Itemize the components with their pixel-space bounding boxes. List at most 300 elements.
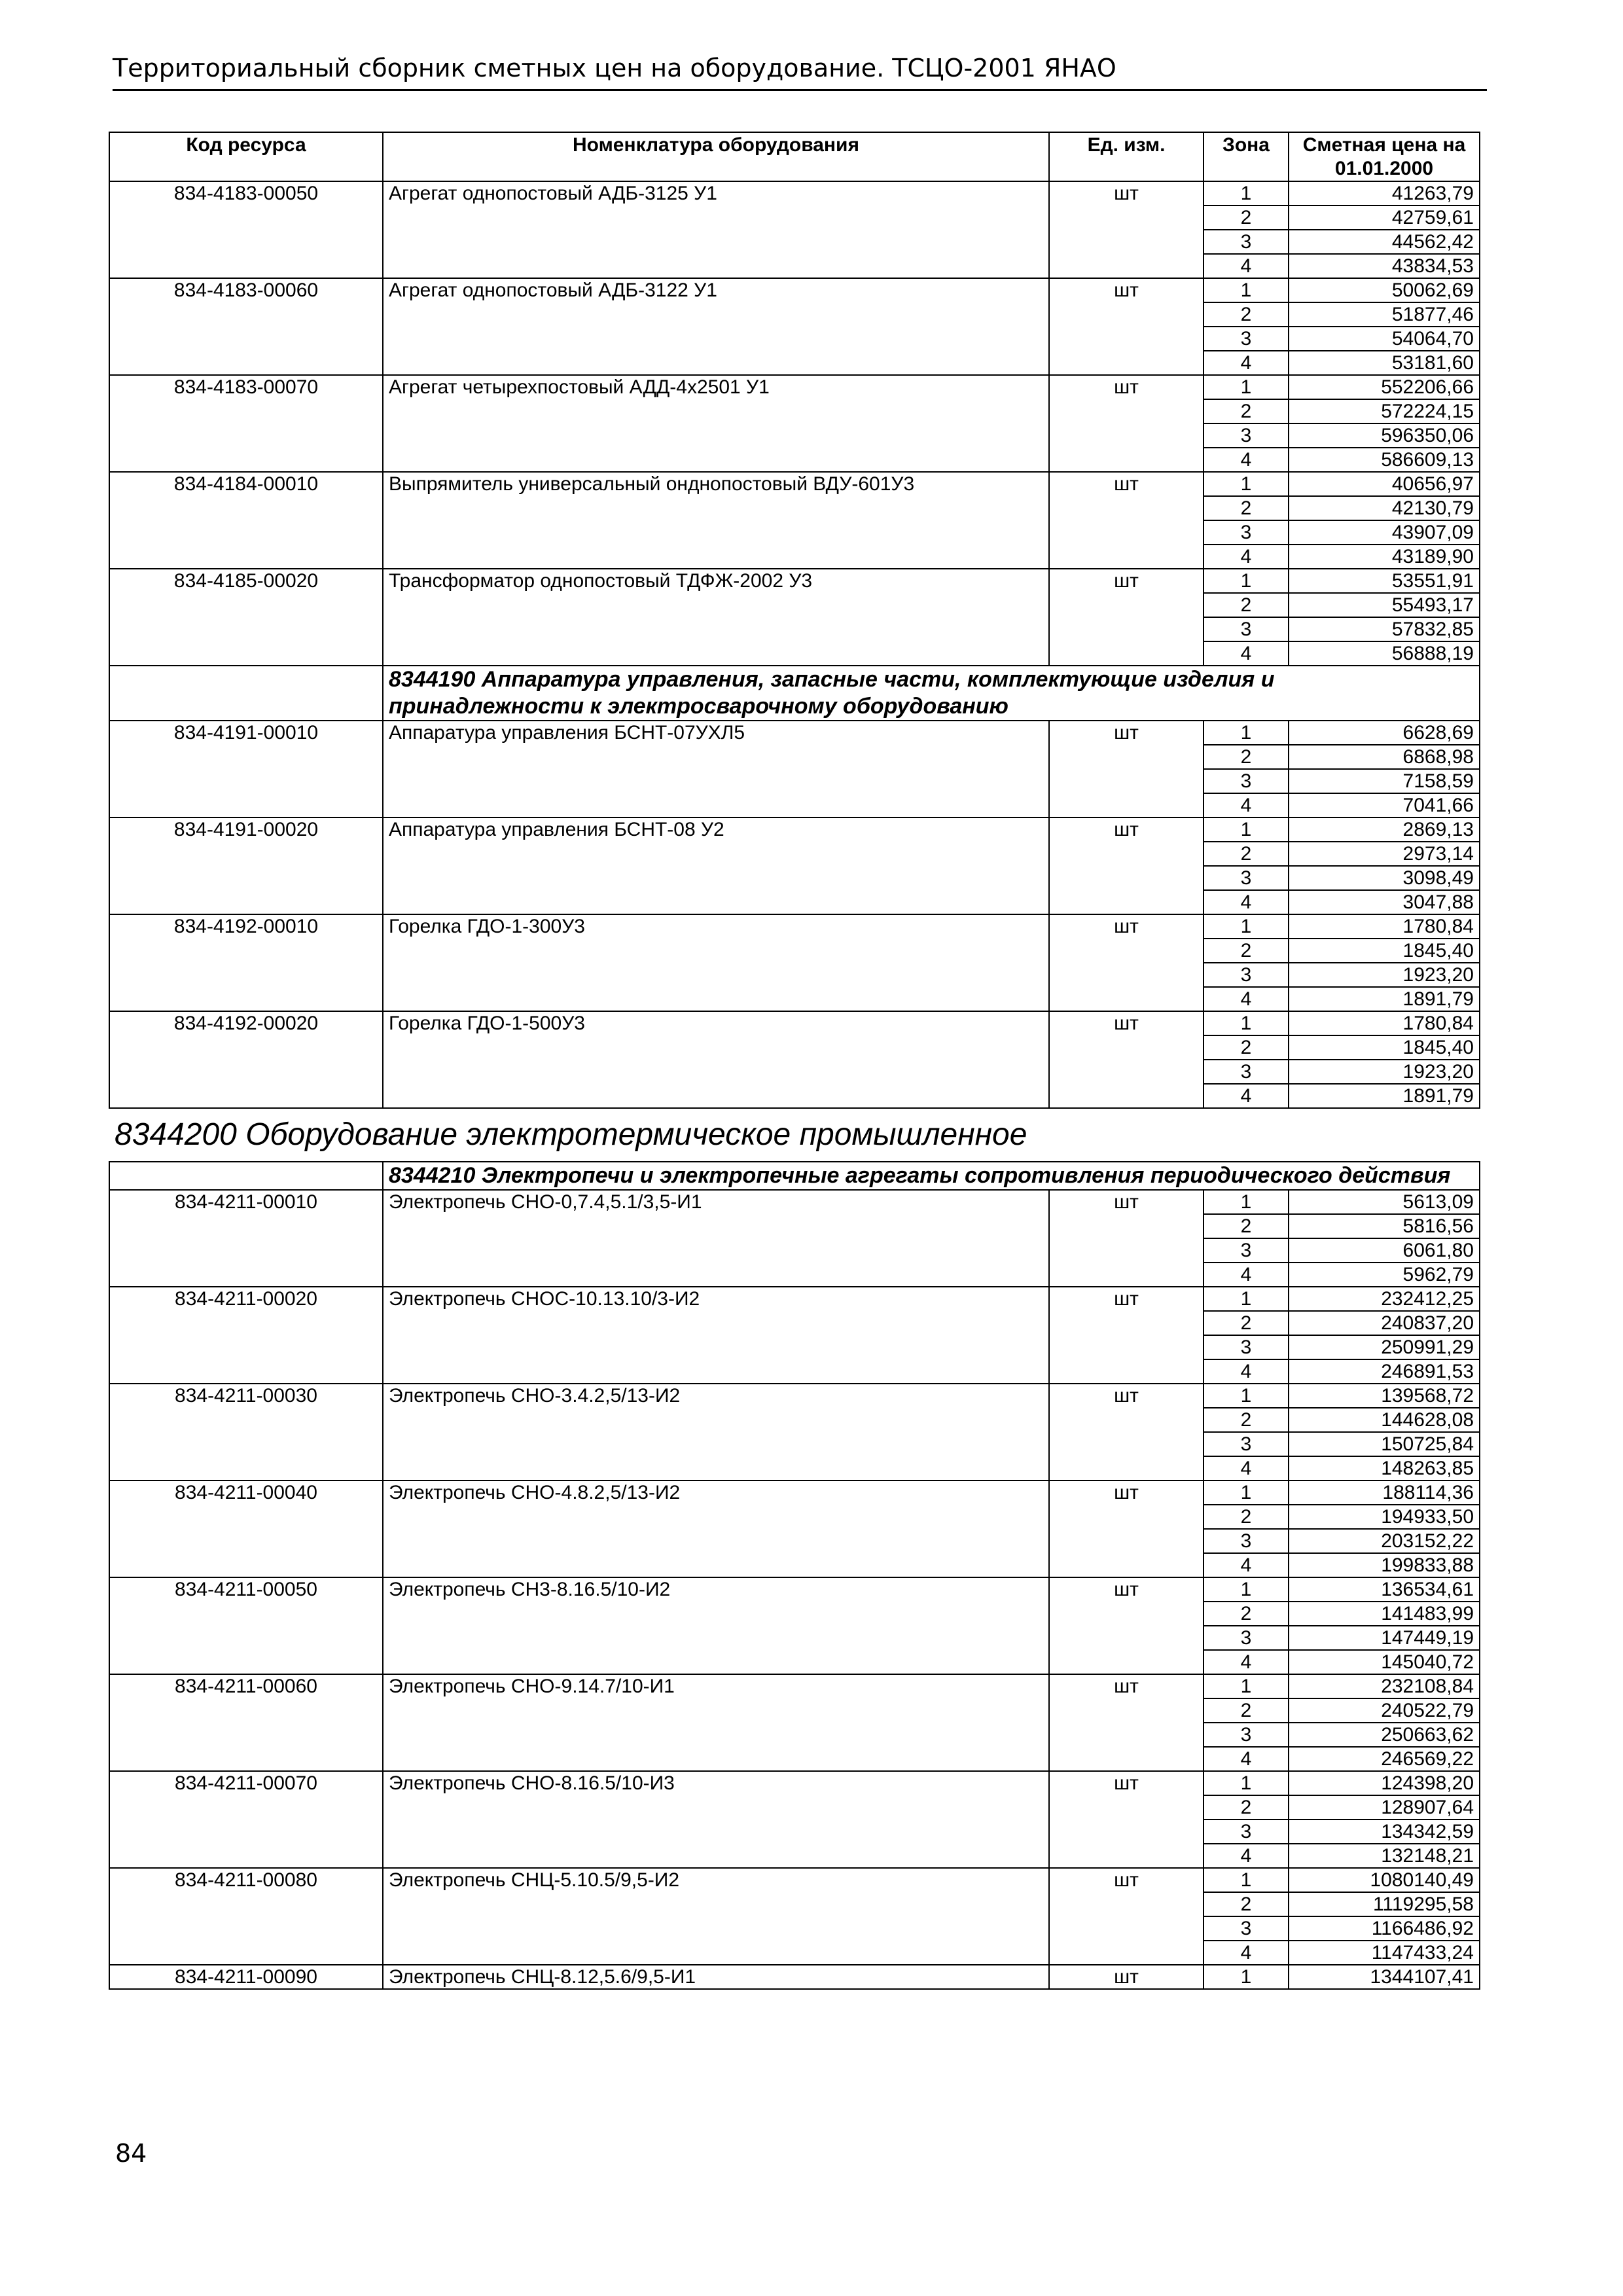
price-cell: 40656,97 xyxy=(1289,472,1480,496)
equipment-name-cell: Агрегат четырехпостовый АДД-4х2501 У1 xyxy=(383,375,1049,399)
resource-code-cell xyxy=(109,1941,383,1965)
price-cell: 5613,09 xyxy=(1289,1190,1480,1214)
price-cell: 2973,14 xyxy=(1289,842,1480,866)
equipment-name-cell xyxy=(383,1698,1049,1723)
table-row xyxy=(109,1892,1480,1916)
table-row xyxy=(109,1238,1480,1263)
equipment-name-cell: Аппаратура управления БСНТ-07УХЛ5 xyxy=(383,721,1049,745)
price-cell: 136534,61 xyxy=(1289,1577,1480,1602)
resource-code-cell xyxy=(109,617,383,641)
equipment-name-cell xyxy=(383,1456,1049,1480)
resource-code-cell xyxy=(109,1916,383,1941)
subsection-blank-cell xyxy=(109,1162,383,1190)
equipment-name-cell xyxy=(383,1263,1049,1287)
price-cell: 203152,22 xyxy=(1289,1529,1480,1553)
resource-code-cell xyxy=(109,448,383,472)
zone-cell: 2 xyxy=(1204,1892,1289,1916)
zone-cell: 1 xyxy=(1204,721,1289,745)
unit-cell xyxy=(1049,327,1204,351)
zone-cell: 3 xyxy=(1204,520,1289,545)
equipment-name-cell xyxy=(383,1795,1049,1820)
equipment-name-cell xyxy=(383,987,1049,1011)
equipment-name-cell xyxy=(383,1214,1049,1238)
resource-code-cell xyxy=(109,890,383,914)
equipment-name-cell: Электропечь СНО-3.4.2,5/13-И2 xyxy=(383,1384,1049,1408)
price-cell: 246569,22 xyxy=(1289,1747,1480,1771)
price-cell: 246891,53 xyxy=(1289,1359,1480,1384)
equipment-name-cell xyxy=(383,1626,1049,1650)
zone-cell: 3 xyxy=(1204,1820,1289,1844)
price-cell: 5962,79 xyxy=(1289,1263,1480,1287)
table-row xyxy=(109,987,1480,1011)
zone-cell: 4 xyxy=(1204,1650,1289,1674)
zone-cell: 2 xyxy=(1204,399,1289,423)
subsection-blank-cell xyxy=(109,666,383,721)
zone-cell: 2 xyxy=(1204,1311,1289,1335)
table-row xyxy=(109,617,1480,641)
zone-cell: 3 xyxy=(1204,1529,1289,1553)
equipment-name-cell: Электропечь СН3-8.16.5/10-И2 xyxy=(383,1577,1049,1602)
price-cell: 128907,64 xyxy=(1289,1795,1480,1820)
equipment-name-cell xyxy=(383,1335,1049,1359)
zone-cell: 1 xyxy=(1204,1480,1289,1505)
resource-code-cell xyxy=(109,1698,383,1723)
equipment-name-cell xyxy=(383,1529,1049,1553)
unit-cell xyxy=(1049,963,1204,987)
equipment-name-cell xyxy=(383,1084,1049,1108)
zone-cell: 1 xyxy=(1204,1868,1289,1892)
table-row xyxy=(109,1432,1480,1456)
price-cell: 1344107,41 xyxy=(1289,1965,1480,1989)
zone-cell: 3 xyxy=(1204,423,1289,448)
price-cell: 42130,79 xyxy=(1289,496,1480,520)
unit-cell: шт xyxy=(1049,1577,1204,1602)
price-cell: 199833,88 xyxy=(1289,1553,1480,1577)
price-cell: 144628,08 xyxy=(1289,1408,1480,1432)
price-cell: 1147433,24 xyxy=(1289,1941,1480,1965)
table-row xyxy=(109,496,1480,520)
resource-code-cell xyxy=(109,1335,383,1359)
price-cell: 250991,29 xyxy=(1289,1335,1480,1359)
unit-cell xyxy=(1049,641,1204,666)
price-cell: 124398,20 xyxy=(1289,1771,1480,1795)
unit-cell xyxy=(1049,1311,1204,1335)
resource-code-cell xyxy=(109,302,383,327)
section-heading-row xyxy=(109,1108,1480,1162)
unit-cell xyxy=(1049,769,1204,793)
table-row xyxy=(109,399,1480,423)
equipment-name-cell xyxy=(383,890,1049,914)
zone-cell: 2 xyxy=(1204,842,1289,866)
resource-code-cell xyxy=(109,1456,383,1480)
price-cell: 1780,84 xyxy=(1289,914,1480,939)
resource-code-cell xyxy=(109,1892,383,1916)
price-cell: 240522,79 xyxy=(1289,1698,1480,1723)
zone-cell: 2 xyxy=(1204,1795,1289,1820)
resource-code-cell xyxy=(109,1311,383,1335)
equipment-name-cell: Электропечь СНО-9.14.7/10-И1 xyxy=(383,1674,1049,1698)
equipment-name-cell xyxy=(383,1941,1049,1965)
price-cell: 145040,72 xyxy=(1289,1650,1480,1674)
resource-code-cell xyxy=(109,939,383,963)
table-row xyxy=(109,914,1480,939)
zone-cell: 1 xyxy=(1204,569,1289,593)
unit-cell: шт xyxy=(1049,472,1204,496)
unit-cell: шт xyxy=(1049,1771,1204,1795)
table-row xyxy=(109,1844,1480,1868)
table-row xyxy=(109,448,1480,472)
zone-cell: 3 xyxy=(1204,327,1289,351)
column-header-price: Сметная цена на 01.01.2000 xyxy=(1289,132,1480,181)
price-cell: 1780,84 xyxy=(1289,1011,1480,1035)
zone-cell: 2 xyxy=(1204,745,1289,769)
equipment-name-cell: Горелка ГДО-1-300У3 xyxy=(383,914,1049,939)
zone-cell: 2 xyxy=(1204,1698,1289,1723)
table-row xyxy=(109,520,1480,545)
unit-cell: шт xyxy=(1049,1384,1204,1408)
unit-cell xyxy=(1049,1060,1204,1084)
equipment-name-cell xyxy=(383,1602,1049,1626)
zone-cell: 4 xyxy=(1204,1456,1289,1480)
equipment-name-cell xyxy=(383,1432,1049,1456)
table-row xyxy=(109,1650,1480,1674)
zone-cell: 2 xyxy=(1204,206,1289,230)
zone-cell: 4 xyxy=(1204,254,1289,278)
unit-cell xyxy=(1049,1505,1204,1529)
resource-code-cell: 834-4183-00050 xyxy=(109,181,383,206)
price-cell: 6628,69 xyxy=(1289,721,1480,745)
zone-cell: 1 xyxy=(1204,472,1289,496)
equipment-name-cell xyxy=(383,206,1049,230)
equipment-name-cell xyxy=(383,351,1049,375)
price-cell: 53551,91 xyxy=(1289,569,1480,593)
unit-cell xyxy=(1049,1238,1204,1263)
resource-code-cell xyxy=(109,1795,383,1820)
resource-code-cell: 834-4211-00080 xyxy=(109,1868,383,1892)
equipment-name-cell xyxy=(383,302,1049,327)
unit-cell xyxy=(1049,545,1204,569)
equipment-name-cell xyxy=(383,1916,1049,1941)
price-cell: 7041,66 xyxy=(1289,793,1480,817)
zone-cell: 4 xyxy=(1204,987,1289,1011)
resource-code-cell: 834-4211-00010 xyxy=(109,1190,383,1214)
zone-cell: 4 xyxy=(1204,1359,1289,1384)
price-cell: 552206,66 xyxy=(1289,375,1480,399)
unit-cell: шт xyxy=(1049,278,1204,302)
unit-cell: шт xyxy=(1049,1190,1204,1214)
table-row xyxy=(109,302,1480,327)
unit-cell xyxy=(1049,1408,1204,1432)
unit-cell xyxy=(1049,1553,1204,1577)
column-header-name: Номенклатура оборудования xyxy=(383,132,1049,181)
unit-cell xyxy=(1049,1359,1204,1384)
price-cell: 44562,42 xyxy=(1289,230,1480,254)
resource-code-cell: 834-4192-00020 xyxy=(109,1011,383,1035)
zone-cell: 4 xyxy=(1204,1844,1289,1868)
price-cell: 1166486,92 xyxy=(1289,1916,1480,1941)
zone-cell: 2 xyxy=(1204,302,1289,327)
price-cell: 148263,85 xyxy=(1289,1456,1480,1480)
resource-code-cell: 834-4211-00070 xyxy=(109,1771,383,1795)
zone-cell: 3 xyxy=(1204,1916,1289,1941)
resource-code-cell xyxy=(109,1359,383,1384)
resource-code-cell xyxy=(109,423,383,448)
equipment-name-cell xyxy=(383,1359,1049,1384)
price-cell: 6061,80 xyxy=(1289,1238,1480,1263)
resource-code-cell: 834-4191-00020 xyxy=(109,817,383,842)
unit-cell: шт xyxy=(1049,1674,1204,1698)
table-row xyxy=(109,817,1480,842)
resource-code-cell xyxy=(109,1529,383,1553)
zone-cell: 1 xyxy=(1204,1190,1289,1214)
price-cell: 132148,21 xyxy=(1289,1844,1480,1868)
table-header-row xyxy=(109,132,1480,181)
resource-code-cell xyxy=(109,793,383,817)
resource-code-cell: 834-4211-00040 xyxy=(109,1480,383,1505)
unit-cell xyxy=(1049,1747,1204,1771)
zone-cell: 1 xyxy=(1204,1287,1289,1311)
equipment-name-cell xyxy=(383,963,1049,987)
equipment-name-cell xyxy=(383,1035,1049,1060)
equipment-name-cell xyxy=(383,842,1049,866)
equipment-name-cell xyxy=(383,520,1049,545)
zone-cell: 4 xyxy=(1204,890,1289,914)
equipment-name-cell: Аппаратура управления БСНТ-08 У2 xyxy=(383,817,1049,842)
table-row xyxy=(109,842,1480,866)
equipment-name-cell: Электропечь СНО-8.16.5/10-И3 xyxy=(383,1771,1049,1795)
equipment-name-cell xyxy=(383,617,1049,641)
table-row xyxy=(109,890,1480,914)
resource-code-cell xyxy=(109,545,383,569)
resource-code-cell xyxy=(109,963,383,987)
equipment-name-cell xyxy=(383,230,1049,254)
unit-cell xyxy=(1049,1916,1204,1941)
equipment-name-cell xyxy=(383,1844,1049,1868)
price-table xyxy=(109,132,1480,1990)
unit-cell xyxy=(1049,1335,1204,1359)
unit-cell xyxy=(1049,1795,1204,1820)
table-row xyxy=(109,1674,1480,1698)
zone-cell: 1 xyxy=(1204,1011,1289,1035)
zone-cell: 1 xyxy=(1204,1674,1289,1698)
resource-code-cell xyxy=(109,1747,383,1771)
unit-cell xyxy=(1049,866,1204,890)
zone-cell: 1 xyxy=(1204,1965,1289,1989)
resource-code-cell xyxy=(109,254,383,278)
price-cell: 5816,56 xyxy=(1289,1214,1480,1238)
unit-cell: шт xyxy=(1049,1868,1204,1892)
table-row xyxy=(109,1698,1480,1723)
unit-cell xyxy=(1049,520,1204,545)
table-body xyxy=(109,181,1480,1989)
price-cell: 2869,13 xyxy=(1289,817,1480,842)
price-cell: 1891,79 xyxy=(1289,987,1480,1011)
table-row xyxy=(109,254,1480,278)
table-row xyxy=(109,472,1480,496)
resource-code-cell xyxy=(109,769,383,793)
price-cell: 232412,25 xyxy=(1289,1287,1480,1311)
price-cell: 572224,15 xyxy=(1289,399,1480,423)
table-row xyxy=(109,1060,1480,1084)
table-row xyxy=(109,1965,1480,1989)
equipment-name-cell xyxy=(383,423,1049,448)
zone-cell: 4 xyxy=(1204,545,1289,569)
table-row xyxy=(109,230,1480,254)
zone-cell: 4 xyxy=(1204,1263,1289,1287)
table-row xyxy=(109,866,1480,890)
price-cell: 55493,17 xyxy=(1289,593,1480,617)
resource-code-cell xyxy=(109,496,383,520)
equipment-name-cell: Электропечь СНО-4.8.2,5/13-И2 xyxy=(383,1480,1049,1505)
zone-cell: 4 xyxy=(1204,1084,1289,1108)
price-cell: 1923,20 xyxy=(1289,1060,1480,1084)
unit-cell xyxy=(1049,1214,1204,1238)
column-header-zone: Зона xyxy=(1204,132,1289,181)
table-row xyxy=(109,181,1480,206)
zone-cell: 1 xyxy=(1204,914,1289,939)
resource-code-cell xyxy=(109,1238,383,1263)
equipment-name-cell xyxy=(383,1650,1049,1674)
zone-cell: 2 xyxy=(1204,1408,1289,1432)
table-row xyxy=(109,1084,1480,1108)
unit-cell: шт xyxy=(1049,914,1204,939)
table-row xyxy=(109,278,1480,302)
equipment-name-cell xyxy=(383,1238,1049,1263)
price-cell: 1080140,49 xyxy=(1289,1868,1480,1892)
zone-cell: 1 xyxy=(1204,1771,1289,1795)
zone-cell: 4 xyxy=(1204,1553,1289,1577)
equipment-name-cell: Агрегат однопостовый АДБ-3125 У1 xyxy=(383,181,1049,206)
unit-cell: шт xyxy=(1049,1011,1204,1035)
zone-cell: 3 xyxy=(1204,1432,1289,1456)
resource-code-cell xyxy=(109,1214,383,1238)
resource-code-cell: 834-4211-00050 xyxy=(109,1577,383,1602)
price-cell: 51877,46 xyxy=(1289,302,1480,327)
table-row xyxy=(109,545,1480,569)
price-cell: 150725,84 xyxy=(1289,1432,1480,1456)
price-cell: 1891,79 xyxy=(1289,1084,1480,1108)
equipment-name-cell xyxy=(383,545,1049,569)
subsection-heading: 8344190 Аппаратура управления, запасные части, комплектующие изделия и принадлежности к электросварочному оборудованию xyxy=(383,666,1480,721)
zone-cell: 3 xyxy=(1204,769,1289,793)
zone-cell: 3 xyxy=(1204,617,1289,641)
subsection-heading-row xyxy=(109,1162,1480,1190)
table-row xyxy=(109,1035,1480,1060)
zone-cell: 4 xyxy=(1204,1941,1289,1965)
zone-cell: 3 xyxy=(1204,1060,1289,1084)
equipment-name-cell xyxy=(383,399,1049,423)
unit-cell xyxy=(1049,1602,1204,1626)
equipment-name-cell xyxy=(383,496,1049,520)
table-row xyxy=(109,1723,1480,1747)
price-cell: 42759,61 xyxy=(1289,206,1480,230)
price-cell: 57832,85 xyxy=(1289,617,1480,641)
price-cell: 54064,70 xyxy=(1289,327,1480,351)
table-row xyxy=(109,1602,1480,1626)
resource-code-cell xyxy=(109,230,383,254)
zone-cell: 2 xyxy=(1204,1602,1289,1626)
resource-code-cell xyxy=(109,1084,383,1108)
resource-code-cell xyxy=(109,1408,383,1432)
resource-code-cell: 834-4211-00090 xyxy=(109,1965,383,1989)
equipment-name-cell: Горелка ГДО-1-500У3 xyxy=(383,1011,1049,1035)
unit-cell xyxy=(1049,593,1204,617)
unit-cell xyxy=(1049,448,1204,472)
price-cell: 43189,90 xyxy=(1289,545,1480,569)
table-row xyxy=(109,1456,1480,1480)
equipment-name-cell xyxy=(383,1311,1049,1335)
table-row xyxy=(109,1916,1480,1941)
resource-code-cell: 834-4184-00010 xyxy=(109,472,383,496)
table-row xyxy=(109,1335,1480,1359)
price-cell: 3098,49 xyxy=(1289,866,1480,890)
unit-cell xyxy=(1049,496,1204,520)
resource-code-cell: 834-4211-00020 xyxy=(109,1287,383,1311)
resource-code-cell xyxy=(109,987,383,1011)
zone-cell: 3 xyxy=(1204,1723,1289,1747)
table-row xyxy=(109,593,1480,617)
unit-cell xyxy=(1049,1650,1204,1674)
price-cell: 240837,20 xyxy=(1289,1311,1480,1335)
price-cell: 194933,50 xyxy=(1289,1505,1480,1529)
zone-cell: 2 xyxy=(1204,1214,1289,1238)
zone-cell: 2 xyxy=(1204,1505,1289,1529)
zone-cell: 4 xyxy=(1204,351,1289,375)
unit-cell xyxy=(1049,842,1204,866)
resource-code-cell xyxy=(109,327,383,351)
price-cell: 6868,98 xyxy=(1289,745,1480,769)
equipment-name-cell xyxy=(383,327,1049,351)
unit-cell xyxy=(1049,1723,1204,1747)
equipment-name-cell xyxy=(383,793,1049,817)
table-row xyxy=(109,1626,1480,1650)
table-row xyxy=(109,1577,1480,1602)
zone-cell: 2 xyxy=(1204,939,1289,963)
resource-code-cell xyxy=(109,399,383,423)
equipment-name-cell xyxy=(383,641,1049,666)
table-row xyxy=(109,963,1480,987)
table-row xyxy=(109,1747,1480,1771)
unit-cell xyxy=(1049,399,1204,423)
resource-code-cell xyxy=(109,1650,383,1674)
unit-cell xyxy=(1049,1084,1204,1108)
table-row xyxy=(109,1011,1480,1035)
unit-cell xyxy=(1049,1941,1204,1965)
unit-cell: шт xyxy=(1049,1480,1204,1505)
unit-cell xyxy=(1049,1035,1204,1060)
equipment-name-cell: Агрегат однопостовый АДБ-3122 У1 xyxy=(383,278,1049,302)
unit-cell xyxy=(1049,745,1204,769)
resource-code-cell xyxy=(109,1626,383,1650)
unit-cell xyxy=(1049,1626,1204,1650)
equipment-name-cell xyxy=(383,769,1049,793)
resource-code-cell: 834-4185-00020 xyxy=(109,569,383,593)
unit-cell: шт xyxy=(1049,375,1204,399)
table-row xyxy=(109,769,1480,793)
table-row xyxy=(109,1868,1480,1892)
resource-code-cell xyxy=(109,1060,383,1084)
equipment-name-cell xyxy=(383,1892,1049,1916)
price-cell: 1845,40 xyxy=(1289,939,1480,963)
table-row xyxy=(109,1263,1480,1287)
zone-cell: 2 xyxy=(1204,1035,1289,1060)
unit-cell xyxy=(1049,987,1204,1011)
table-row xyxy=(109,1287,1480,1311)
zone-cell: 1 xyxy=(1204,817,1289,842)
zone-cell: 2 xyxy=(1204,496,1289,520)
equipment-name-cell: Электропечь СНЦ-8.12,5.6/9,5-И1 xyxy=(383,1965,1049,1989)
unit-cell xyxy=(1049,351,1204,375)
